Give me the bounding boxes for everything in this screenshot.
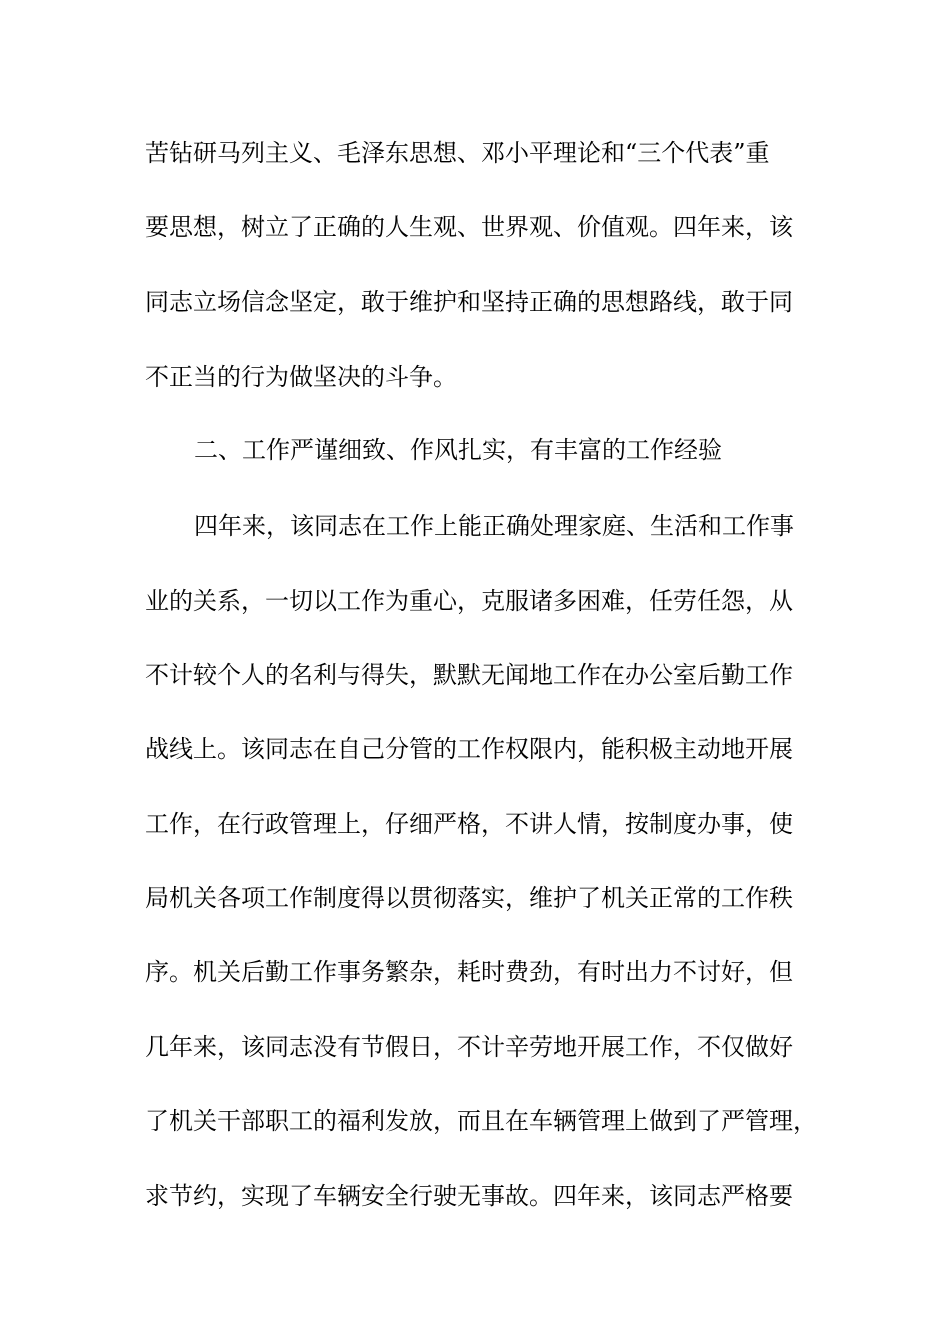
body-text-line: 战线上。该同志在自己分管的工作权限内，能积极主动地开展 [145, 735, 793, 763]
section-heading: 二、工作严谨细致、作风扎实，有丰富的工作经验 [194, 436, 722, 464]
body-text-line: 序。机关后勤工作事务繁杂，耗时费劲，有时出力不讨好，但 [145, 958, 793, 986]
body-text-line: 苦钻研马列主义、毛泽东思想、邓小平理论和“三个代表”重 [145, 139, 770, 167]
paragraph-first-line: 四年来，该同志在工作上能正确处理家庭、生活和工作事 [194, 512, 794, 540]
body-text-line: 工作，在行政管理上，仔细严格，不讲人情，按制度办事，使 [145, 810, 793, 838]
body-text-line: 不正当的行为做坚决的斗争。 [145, 363, 457, 391]
body-text-line: 不计较个人的名利与得失，默默无闻地工作在办公室后勤工作 [145, 661, 793, 689]
body-text-line: 要思想，树立了正确的人生观、世界观、价值观。四年来，该 [145, 213, 793, 241]
body-text-line: 业的关系，一切以工作为重心，克服诸多困难，任劳任怨，从 [145, 587, 793, 615]
body-text-line: 了机关干部职工的福利发放，而且在车辆管理上做到了严管理， [145, 1107, 817, 1135]
body-text-line: 局机关各项工作制度得以贯彻落实，维护了机关正常的工作秩 [145, 884, 793, 912]
body-text-line: 求节约，实现了车辆安全行驶无事故。四年来，该同志严格要 [145, 1182, 793, 1210]
body-text-line: 几年来，该同志没有节假日，不计辛劳地开展工作，不仅做好 [145, 1033, 793, 1061]
body-text-line: 同志立场信念坚定，敢于维护和坚持正确的思想路线，敢于同 [145, 288, 793, 316]
